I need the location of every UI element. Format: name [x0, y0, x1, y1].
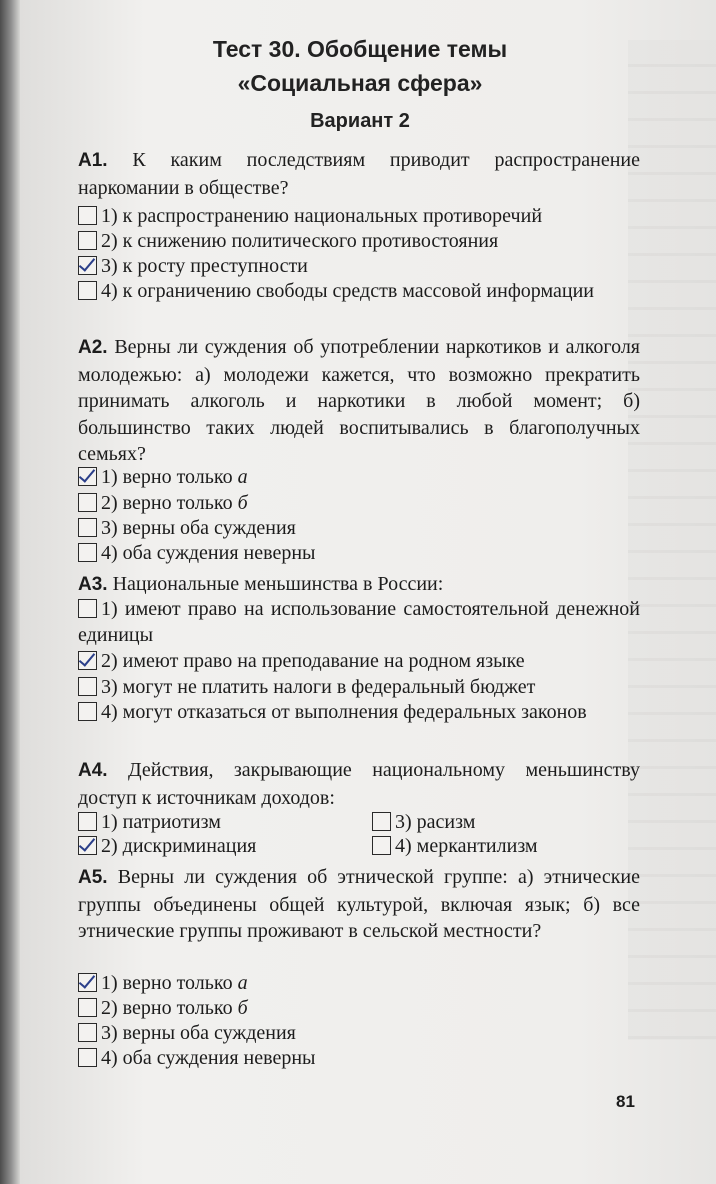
option-label: 2) верно только: [101, 492, 238, 514]
checkbox[interactable]: [78, 599, 97, 618]
option-label: 1) верно только: [101, 466, 238, 488]
test-subtitle: «Социальная сфера»: [237, 70, 483, 96]
checkbox[interactable]: [372, 812, 391, 831]
answer-option[interactable]: [78, 674, 640, 700]
option-label: 4) могут отказаться от выполнения федеральных законов: [101, 701, 587, 723]
question-text: Действия, закрывающие национальному меньшинству доступ к источникам доходов:: [78, 759, 641, 809]
question-text: Верны ли суждения об этнической группе: а) этнические группы объединены общей культурой, включая язык; б) все этнические группы проживают в сельской местности?: [78, 866, 640, 942]
checkbox-checked[interactable]: [78, 836, 97, 855]
checkbox[interactable]: [78, 677, 97, 696]
answer-option[interactable]: [78, 490, 640, 516]
page-number: 81: [616, 1092, 635, 1111]
answer-option[interactable]: [78, 809, 358, 835]
checkbox[interactable]: [78, 1023, 97, 1042]
option-label: 1) к распространению национальных противоречий: [101, 205, 543, 227]
answer-option[interactable]: [78, 833, 358, 859]
option-letter: б: [237, 997, 248, 1019]
question-number: А1.: [78, 150, 108, 171]
answer-option[interactable]: [78, 228, 640, 254]
checkbox[interactable]: [78, 998, 97, 1017]
variant-heading: Вариант 2: [310, 110, 410, 132]
checkbox[interactable]: [78, 493, 97, 512]
question-a4: [78, 757, 640, 811]
checkbox[interactable]: [372, 836, 391, 855]
answer-option[interactable]: [78, 540, 640, 566]
question-text: Верны ли суждения об употреблении наркотиков и алкоголя молодежью: а) молодежи кажется, что возможно прекратить принимать алкоголь и наркотики в любой момент; б) большинство таких людей воспитывались в благополучных семьях?: [78, 336, 641, 465]
question-number: А3.: [78, 574, 108, 595]
option-label: 1) патриотизм: [101, 811, 221, 833]
answer-option[interactable]: [78, 203, 640, 229]
checkbox[interactable]: [78, 231, 97, 250]
question-text: Национальные меньшинства в России:: [112, 573, 444, 595]
option-label: 2) верно только: [101, 997, 238, 1019]
option-label: 4) меркантилизм: [395, 835, 538, 857]
option-label: 3) верны оба суждения: [101, 517, 296, 539]
answer-option[interactable]: [372, 833, 632, 859]
option-label: 3) верны оба суждения: [101, 1022, 296, 1044]
option-label: 4) оба суждения неверны: [101, 1047, 316, 1069]
question-a3: [78, 571, 640, 599]
question-a5: [78, 864, 640, 945]
option-label: 2) к снижению политического противостояния: [101, 230, 499, 252]
option-label: 3) к росту преступности: [101, 255, 308, 277]
checkbox[interactable]: [78, 702, 97, 721]
checkbox[interactable]: [78, 1048, 97, 1067]
test-title: Тест 30. Обобщение темы: [212, 36, 508, 62]
reverse-side-bleed: [628, 40, 716, 1040]
checkbox-checked[interactable]: [78, 651, 97, 670]
book-gutter-shadow: [0, 0, 20, 1184]
option-letter: а: [237, 466, 248, 488]
option-letter: б: [237, 492, 248, 514]
checkbox-checked[interactable]: [78, 256, 97, 275]
answer-option[interactable]: [78, 1020, 640, 1046]
answer-option[interactable]: [78, 515, 640, 541]
checkbox[interactable]: [78, 206, 97, 225]
option-letter: а: [237, 972, 248, 994]
option-label: 3) могут не платить налоги в федеральный бюджет: [101, 676, 536, 698]
question-number: А2.: [78, 337, 108, 358]
answer-option[interactable]: [78, 648, 640, 674]
option-label: 2) дискриминация: [101, 835, 257, 857]
answer-option[interactable]: [78, 1045, 640, 1071]
checkbox[interactable]: [78, 812, 97, 831]
answer-option[interactable]: [372, 809, 632, 835]
option-label: 3) расизм: [395, 811, 476, 833]
checkbox[interactable]: [78, 281, 97, 300]
answer-option[interactable]: [78, 596, 640, 648]
option-label: 4) оба суждения неверны: [101, 542, 316, 564]
answer-option[interactable]: [78, 970, 640, 996]
question-a2: [78, 334, 640, 468]
question-a1: [78, 147, 640, 201]
answer-option[interactable]: [78, 253, 640, 279]
checkbox[interactable]: [78, 543, 97, 562]
checkbox[interactable]: [78, 518, 97, 537]
question-number: А5.: [78, 867, 108, 888]
question-text: К каким последствиям приводит распространение наркомании в обществе?: [78, 149, 640, 199]
question-number: А4.: [78, 760, 108, 781]
option-label: 4) к ограничению свободы средств массовой информации: [101, 280, 594, 302]
answer-option[interactable]: [78, 995, 640, 1021]
checkbox-checked[interactable]: [78, 467, 97, 486]
option-label: 1) верно только: [101, 972, 238, 994]
option-label: 1) имеют право на использование самостоятельной денежной единицы: [78, 598, 640, 646]
answer-option[interactable]: [78, 464, 640, 490]
checkbox-checked[interactable]: [78, 973, 97, 992]
answer-option[interactable]: [78, 699, 640, 725]
answer-option[interactable]: [78, 278, 640, 304]
option-label: 2) имеют право на преподавание на родном языке: [101, 650, 525, 672]
